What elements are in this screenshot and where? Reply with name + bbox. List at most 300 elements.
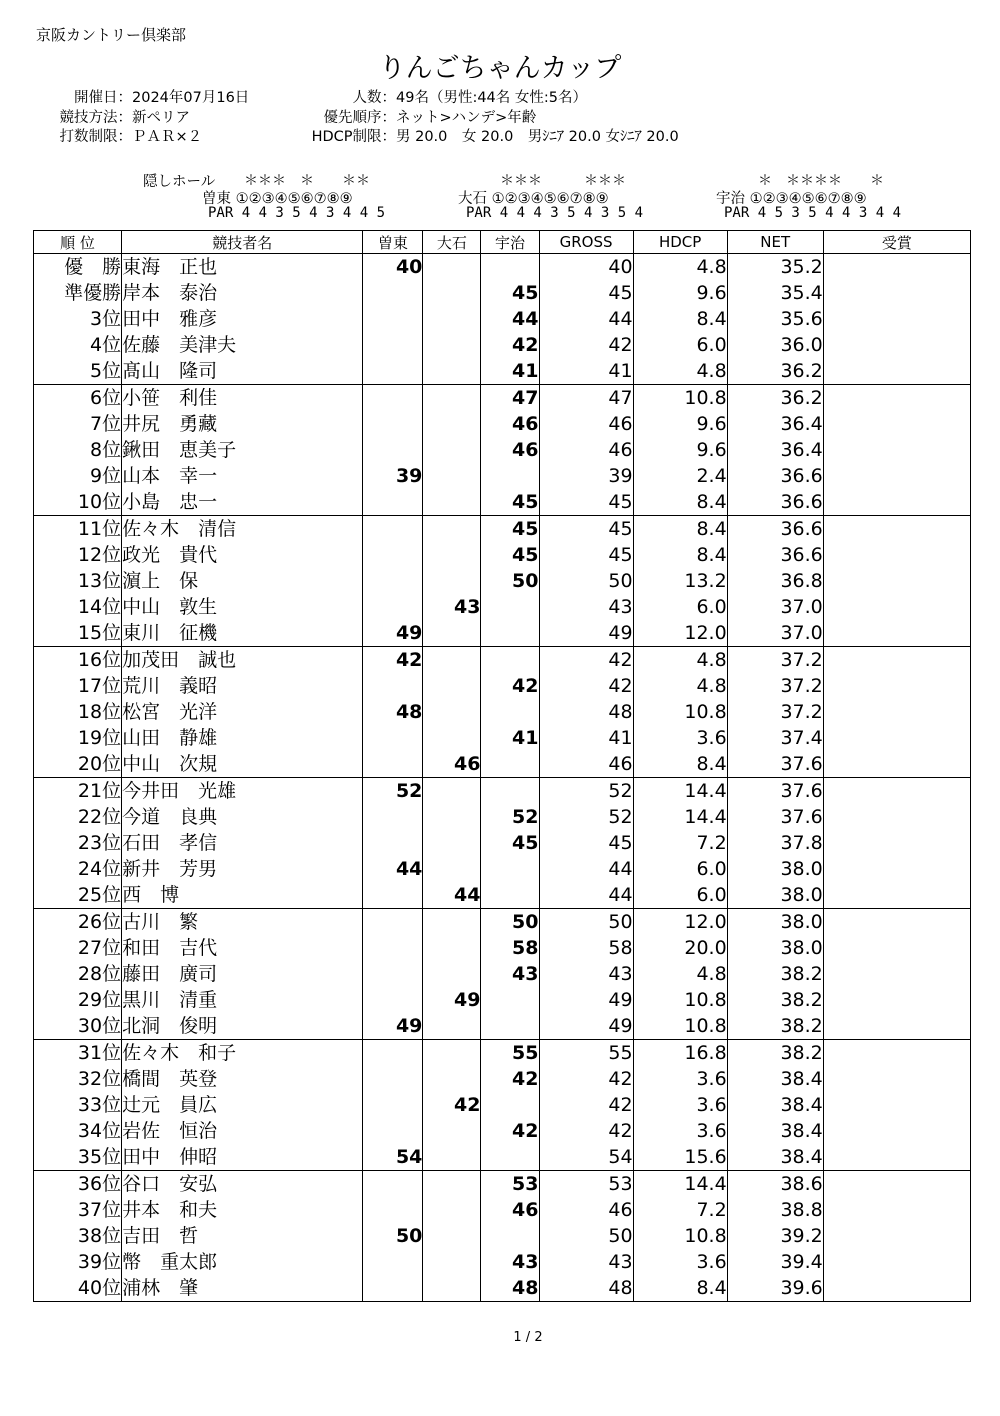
player-name-cell: 西 博: [122, 882, 363, 909]
method-value: 新ペリア: [132, 110, 190, 126]
gross-cell: 42: [539, 1118, 633, 1144]
oishi-score-cell: [423, 358, 481, 385]
header-award: 受賞: [823, 231, 970, 254]
hdcp-cell: 8.4: [633, 489, 727, 516]
sotou-score-cell: [363, 935, 423, 961]
net-cell: 38.4: [727, 1092, 823, 1118]
net-cell: 38.8: [727, 1197, 823, 1223]
player-name-cell: 佐藤 美津夫: [122, 332, 363, 358]
net-cell: 37.6: [727, 751, 823, 778]
header-uji: 宇治: [481, 231, 539, 254]
player-name-cell: 吉田 哲: [122, 1223, 363, 1249]
rank-cell: 18位: [34, 699, 122, 725]
award-cell: [823, 909, 970, 936]
header-net: NET: [727, 231, 823, 254]
net-cell: 38.0: [727, 909, 823, 936]
uji-score-cell: [481, 987, 539, 1013]
hdcp-cell: 14.4: [633, 778, 727, 805]
hdcp-cell: 8.4: [633, 751, 727, 778]
course-2-hole-numbers: ①②③④⑤⑥⑦⑧⑨: [491, 191, 609, 207]
award-cell: [823, 725, 970, 751]
event-date: [36, 86, 249, 107]
hdcp-cell: 15.6: [633, 1144, 727, 1171]
player-name-cell: 和田 吉代: [122, 935, 363, 961]
player-name-cell: 松宮 光洋: [122, 699, 363, 725]
table-row: [34, 463, 971, 489]
uji-score-cell: 42: [481, 1118, 539, 1144]
net-cell: 37.0: [727, 594, 823, 620]
oishi-score-cell: [423, 620, 481, 647]
course-2-marks: ＊＊＊ ＊＊＊: [500, 173, 626, 189]
table-row: [34, 358, 971, 385]
rank-cell: 25位: [34, 882, 122, 909]
award-cell: [823, 935, 970, 961]
rank-cell: 16位: [34, 647, 122, 674]
uji-score-cell: 50: [481, 568, 539, 594]
uji-score-cell: 45: [481, 542, 539, 568]
award-cell: [823, 673, 970, 699]
award-cell: [823, 987, 970, 1013]
gross-cell: 41: [539, 358, 633, 385]
hdcp-cell: 3.6: [633, 1249, 727, 1275]
oishi-score-cell: [423, 1249, 481, 1275]
rank-cell: 39位: [34, 1249, 122, 1275]
hdcp-cell: 10.8: [633, 987, 727, 1013]
net-cell: 37.6: [727, 778, 823, 805]
player-name-cell: 山田 静雄: [122, 725, 363, 751]
gross-cell: 40: [539, 254, 633, 281]
hdcp-cell: 8.4: [633, 516, 727, 543]
rank-cell: 31位: [34, 1040, 122, 1067]
table-row: [34, 1040, 971, 1067]
table-row: [34, 332, 971, 358]
uji-score-cell: 41: [481, 358, 539, 385]
sotou-score-cell: [363, 1275, 423, 1302]
table-row: [34, 1144, 971, 1171]
course-3-name: 宇治: [716, 191, 745, 207]
oishi-score-cell: [423, 830, 481, 856]
header-gross: GROSS: [539, 231, 633, 254]
player-name-cell: 中山 次規: [122, 751, 363, 778]
player-name-cell: 古川 繁: [122, 909, 363, 936]
oishi-score-cell: [423, 804, 481, 830]
page-number: 1 / 2: [513, 1330, 543, 1345]
course-2-name: 大石: [458, 191, 487, 207]
priority-label: 優先順序：: [323, 110, 396, 126]
award-cell: [823, 1197, 970, 1223]
table-row: [34, 280, 971, 306]
oishi-score-cell: [423, 411, 481, 437]
player-name-cell: 東海 正也: [122, 254, 363, 281]
award-cell: [823, 778, 970, 805]
uji-score-cell: [481, 1013, 539, 1040]
oishi-score-cell: [423, 568, 481, 594]
player-name-cell: 小笹 利佳: [122, 385, 363, 412]
oishi-score-cell: [423, 306, 481, 332]
uji-score-cell: 46: [481, 1197, 539, 1223]
gross-cell: 43: [539, 961, 633, 987]
award-cell: [823, 647, 970, 674]
award-cell: [823, 437, 970, 463]
rank-cell: 14位: [34, 594, 122, 620]
sotou-score-cell: [363, 1092, 423, 1118]
uji-score-cell: 58: [481, 935, 539, 961]
hdcp-cell: 10.8: [633, 1223, 727, 1249]
rank-cell: 4位: [34, 332, 122, 358]
award-cell: [823, 568, 970, 594]
net-cell: 39.6: [727, 1275, 823, 1302]
club-name: 京阪カントリー倶楽部: [36, 26, 187, 44]
gross-cell: 46: [539, 1197, 633, 1223]
player-name-cell: 加茂田 誠也: [122, 647, 363, 674]
net-cell: 37.2: [727, 673, 823, 699]
uji-score-cell: 42: [481, 1066, 539, 1092]
oishi-score-cell: [423, 778, 481, 805]
rank-cell: 20位: [34, 751, 122, 778]
award-cell: [823, 1249, 970, 1275]
hdcp-cell: 20.0: [633, 935, 727, 961]
hdcp-cell: 3.6: [633, 1066, 727, 1092]
hdcp-cell: 9.6: [633, 280, 727, 306]
table-row: [34, 437, 971, 463]
rank-cell: 19位: [34, 725, 122, 751]
oishi-score-cell: [423, 935, 481, 961]
net-cell: 37.2: [727, 699, 823, 725]
hdcp-cell: 10.8: [633, 385, 727, 412]
table-row: [34, 1223, 971, 1249]
award-cell: [823, 306, 970, 332]
gross-cell: 50: [539, 568, 633, 594]
net-cell: 38.6: [727, 1171, 823, 1198]
uji-score-cell: 45: [481, 830, 539, 856]
oishi-score-cell: [423, 856, 481, 882]
uji-score-cell: 45: [481, 516, 539, 543]
table-row: [34, 568, 971, 594]
gross-cell: 49: [539, 620, 633, 647]
gross-cell: 44: [539, 306, 633, 332]
table-row: [34, 830, 971, 856]
award-cell: [823, 385, 970, 412]
rank-cell: 準優勝: [34, 280, 122, 306]
rank-cell: 40位: [34, 1275, 122, 1302]
header-hdcp: HDCP: [633, 231, 727, 254]
hdcp-cell: 10.8: [633, 1013, 727, 1040]
table-row: [34, 1092, 971, 1118]
uji-score-cell: [481, 882, 539, 909]
table-row: [34, 909, 971, 936]
date-value: 2024年07月16日: [132, 90, 250, 106]
net-cell: 38.4: [727, 1118, 823, 1144]
player-name-cell: 小島 忠一: [122, 489, 363, 516]
award-cell: [823, 1040, 970, 1067]
table-row: [34, 542, 971, 568]
rank-cell: 22位: [34, 804, 122, 830]
rank-cell: 26位: [34, 909, 122, 936]
gross-cell: 54: [539, 1144, 633, 1171]
hdcp-cell: 10.8: [633, 699, 727, 725]
award-cell: [823, 1275, 970, 1302]
rank-cell: 38位: [34, 1223, 122, 1249]
uji-score-cell: [481, 620, 539, 647]
hdcp-cell: 4.8: [633, 961, 727, 987]
uji-score-cell: 43: [481, 961, 539, 987]
method-label: 競技方法：: [59, 110, 132, 126]
oishi-score-cell: [423, 516, 481, 543]
header-player-name: 競技者名: [122, 231, 363, 254]
priority-value: ネット>ハンデ>年齢: [396, 110, 537, 126]
oishi-score-cell: [423, 1171, 481, 1198]
table-row: [34, 1118, 971, 1144]
course-3-par: PAR 4 5 3 5 4 4 3 4 4: [724, 205, 902, 221]
table-row: [34, 594, 971, 620]
table-header-row: [34, 231, 971, 254]
net-cell: 37.4: [727, 725, 823, 751]
net-cell: 39.2: [727, 1223, 823, 1249]
date-label: 開催日：: [74, 90, 132, 106]
player-name-cell: 辻元 員広: [122, 1092, 363, 1118]
sotou-score-cell: 49: [363, 1013, 423, 1040]
uji-score-cell: 44: [481, 306, 539, 332]
player-name-cell: 藤田 廣司: [122, 961, 363, 987]
hdcp-cell: 14.4: [633, 804, 727, 830]
results-body: [34, 254, 971, 1302]
hdcp-cell: 12.0: [633, 909, 727, 936]
hdcp-cell: 4.8: [633, 673, 727, 699]
sotou-score-cell: [363, 1249, 423, 1275]
oishi-score-cell: 43: [423, 594, 481, 620]
award-cell: [823, 1171, 970, 1198]
gross-cell: 48: [539, 1275, 633, 1302]
player-name-cell: 政光 貴代: [122, 542, 363, 568]
hdcp-cell: 14.4: [633, 1171, 727, 1198]
net-cell: 38.4: [727, 1144, 823, 1171]
gross-cell: 45: [539, 830, 633, 856]
award-cell: [823, 489, 970, 516]
net-cell: 38.0: [727, 935, 823, 961]
gross-cell: 45: [539, 542, 633, 568]
player-name-cell: 黒川 清重: [122, 987, 363, 1013]
hdcp-cell: 3.6: [633, 725, 727, 751]
oishi-score-cell: [423, 1040, 481, 1067]
player-name-cell: 石田 孝信: [122, 830, 363, 856]
table-row: [34, 1066, 971, 1092]
hdcp-label: HDCP制限：: [311, 129, 396, 145]
uji-score-cell: 53: [481, 1171, 539, 1198]
rank-cell: 15位: [34, 620, 122, 647]
gross-cell: 45: [539, 516, 633, 543]
hdcp-cell: 6.0: [633, 594, 727, 620]
rank-cell: 7位: [34, 411, 122, 437]
rank-cell: 36位: [34, 1171, 122, 1198]
sotou-score-cell: [363, 987, 423, 1013]
hdcp-cell: 8.4: [633, 1275, 727, 1302]
gross-cell: 42: [539, 1066, 633, 1092]
gross-cell: 53: [539, 1171, 633, 1198]
oishi-score-cell: [423, 1197, 481, 1223]
player-name-cell: 北洞 俊明: [122, 1013, 363, 1040]
table-row: [34, 647, 971, 674]
rank-cell: 28位: [34, 961, 122, 987]
sotou-score-cell: [363, 1040, 423, 1067]
player-name-cell: 岩佐 恒治: [122, 1118, 363, 1144]
course-1-name: 曽東: [202, 191, 231, 207]
uji-score-cell: 46: [481, 437, 539, 463]
rank-cell: 6位: [34, 385, 122, 412]
table-row: [34, 882, 971, 909]
award-cell: [823, 751, 970, 778]
sotou-score-cell: [363, 961, 423, 987]
sotou-score-cell: [363, 516, 423, 543]
sotou-score-cell: [363, 411, 423, 437]
hdcp-cell: 9.6: [633, 411, 727, 437]
net-cell: 38.2: [727, 1040, 823, 1067]
net-cell: 35.4: [727, 280, 823, 306]
award-cell: [823, 280, 970, 306]
net-cell: 38.2: [727, 987, 823, 1013]
award-cell: [823, 882, 970, 909]
uji-score-cell: [481, 856, 539, 882]
sotou-score-cell: [363, 830, 423, 856]
gross-cell: 45: [539, 280, 633, 306]
table-row: [34, 1013, 971, 1040]
player-name-cell: 鍬田 恵美子: [122, 437, 363, 463]
sotou-score-cell: [363, 568, 423, 594]
oishi-score-cell: 46: [423, 751, 481, 778]
uji-score-cell: 43: [481, 1249, 539, 1275]
table-row: [34, 778, 971, 805]
hdcp-cell: 4.8: [633, 647, 727, 674]
award-cell: [823, 961, 970, 987]
player-count: [290, 86, 587, 107]
sotou-score-cell: [363, 542, 423, 568]
table-row: [34, 411, 971, 437]
table-row: [34, 620, 971, 647]
course-3-hole-numbers: ①②③④⑤⑥⑦⑧⑨: [749, 191, 867, 207]
header-sotou: 曽東: [363, 231, 423, 254]
hdcp-cell: 2.4: [633, 463, 727, 489]
oishi-score-cell: [423, 254, 481, 281]
player-name-cell: 荒川 義昭: [122, 673, 363, 699]
award-cell: [823, 594, 970, 620]
player-name-cell: 佐々木 清信: [122, 516, 363, 543]
uji-score-cell: 46: [481, 411, 539, 437]
gross-cell: 47: [539, 385, 633, 412]
net-cell: 39.4: [727, 1249, 823, 1275]
player-name-cell: 新井 芳男: [122, 856, 363, 882]
uji-score-cell: 41: [481, 725, 539, 751]
oishi-score-cell: [423, 542, 481, 568]
course-3-marks: ＊ ＊＊＊＊ ＊: [758, 173, 884, 189]
table-row: [34, 856, 971, 882]
award-cell: [823, 699, 970, 725]
rank-cell: 13位: [34, 568, 122, 594]
page-title: りんごちゃんカップ: [378, 53, 622, 84]
rank-cell: 24位: [34, 856, 122, 882]
rank-cell: 32位: [34, 1066, 122, 1092]
award-cell: [823, 542, 970, 568]
rank-cell: 10位: [34, 489, 122, 516]
rank-cell: 9位: [34, 463, 122, 489]
table-row: [34, 804, 971, 830]
player-name-cell: 山本 幸一: [122, 463, 363, 489]
table-row: [34, 751, 971, 778]
gross-cell: 49: [539, 987, 633, 1013]
net-cell: 37.0: [727, 620, 823, 647]
gross-cell: 46: [539, 411, 633, 437]
uji-score-cell: 52: [481, 804, 539, 830]
hdcp-cell: 16.8: [633, 1040, 727, 1067]
player-name-cell: 髙山 隆司: [122, 358, 363, 385]
player-name-cell: 井本 和夫: [122, 1197, 363, 1223]
oishi-score-cell: [423, 437, 481, 463]
sotou-score-cell: 52: [363, 778, 423, 805]
uji-score-cell: [481, 463, 539, 489]
player-name-cell: 佐々木 和子: [122, 1040, 363, 1067]
oishi-score-cell: 44: [423, 882, 481, 909]
gross-cell: 41: [539, 725, 633, 751]
competition-method: [36, 106, 190, 127]
uji-score-cell: 42: [481, 332, 539, 358]
hdcp-cell: 6.0: [633, 882, 727, 909]
limit-label: 打数制限：: [59, 129, 132, 145]
gross-cell: 42: [539, 1092, 633, 1118]
sotou-score-cell: [363, 489, 423, 516]
results-table: [33, 230, 971, 1302]
uji-score-cell: 55: [481, 1040, 539, 1067]
rank-cell: 30位: [34, 1013, 122, 1040]
gross-cell: 52: [539, 778, 633, 805]
player-name-cell: 浦林 肇: [122, 1275, 363, 1302]
table-row: [34, 254, 971, 281]
uji-score-cell: [481, 1144, 539, 1171]
course-1-hole-numbers: ①②③④⑤⑥⑦⑧⑨: [235, 191, 353, 207]
sotou-score-cell: [363, 358, 423, 385]
sotou-score-cell: [363, 1171, 423, 1198]
hdcp-cell: 6.0: [633, 332, 727, 358]
oishi-score-cell: [423, 673, 481, 699]
sotou-score-cell: [363, 673, 423, 699]
gross-cell: 45: [539, 489, 633, 516]
hdcp-cell: 13.2: [633, 568, 727, 594]
rank-cell: 5位: [34, 358, 122, 385]
gross-cell: 43: [539, 1249, 633, 1275]
sotou-score-cell: 49: [363, 620, 423, 647]
limit-value: ＰＡＲ×２: [132, 129, 203, 145]
hidden-hole-label: 隠しホール: [143, 174, 216, 190]
sotou-score-cell: 40: [363, 254, 423, 281]
table-row: [34, 987, 971, 1013]
uji-score-cell: 45: [481, 280, 539, 306]
table-row: [34, 725, 971, 751]
oishi-score-cell: [423, 699, 481, 725]
net-cell: 37.6: [727, 804, 823, 830]
award-cell: [823, 1092, 970, 1118]
player-name-cell: 今道 良典: [122, 804, 363, 830]
sotou-score-cell: [363, 594, 423, 620]
course-2-par: PAR 4 4 4 3 5 4 3 5 4: [466, 205, 644, 221]
net-cell: 36.6: [727, 463, 823, 489]
award-cell: [823, 463, 970, 489]
player-name-cell: 中山 敦生: [122, 594, 363, 620]
award-cell: [823, 830, 970, 856]
table-row: [34, 1171, 971, 1198]
player-name-cell: 岸本 泰治: [122, 280, 363, 306]
oishi-score-cell: [423, 489, 481, 516]
award-cell: [823, 332, 970, 358]
hdcp-cell: 8.4: [633, 306, 727, 332]
table-row: [34, 699, 971, 725]
oishi-score-cell: [423, 385, 481, 412]
